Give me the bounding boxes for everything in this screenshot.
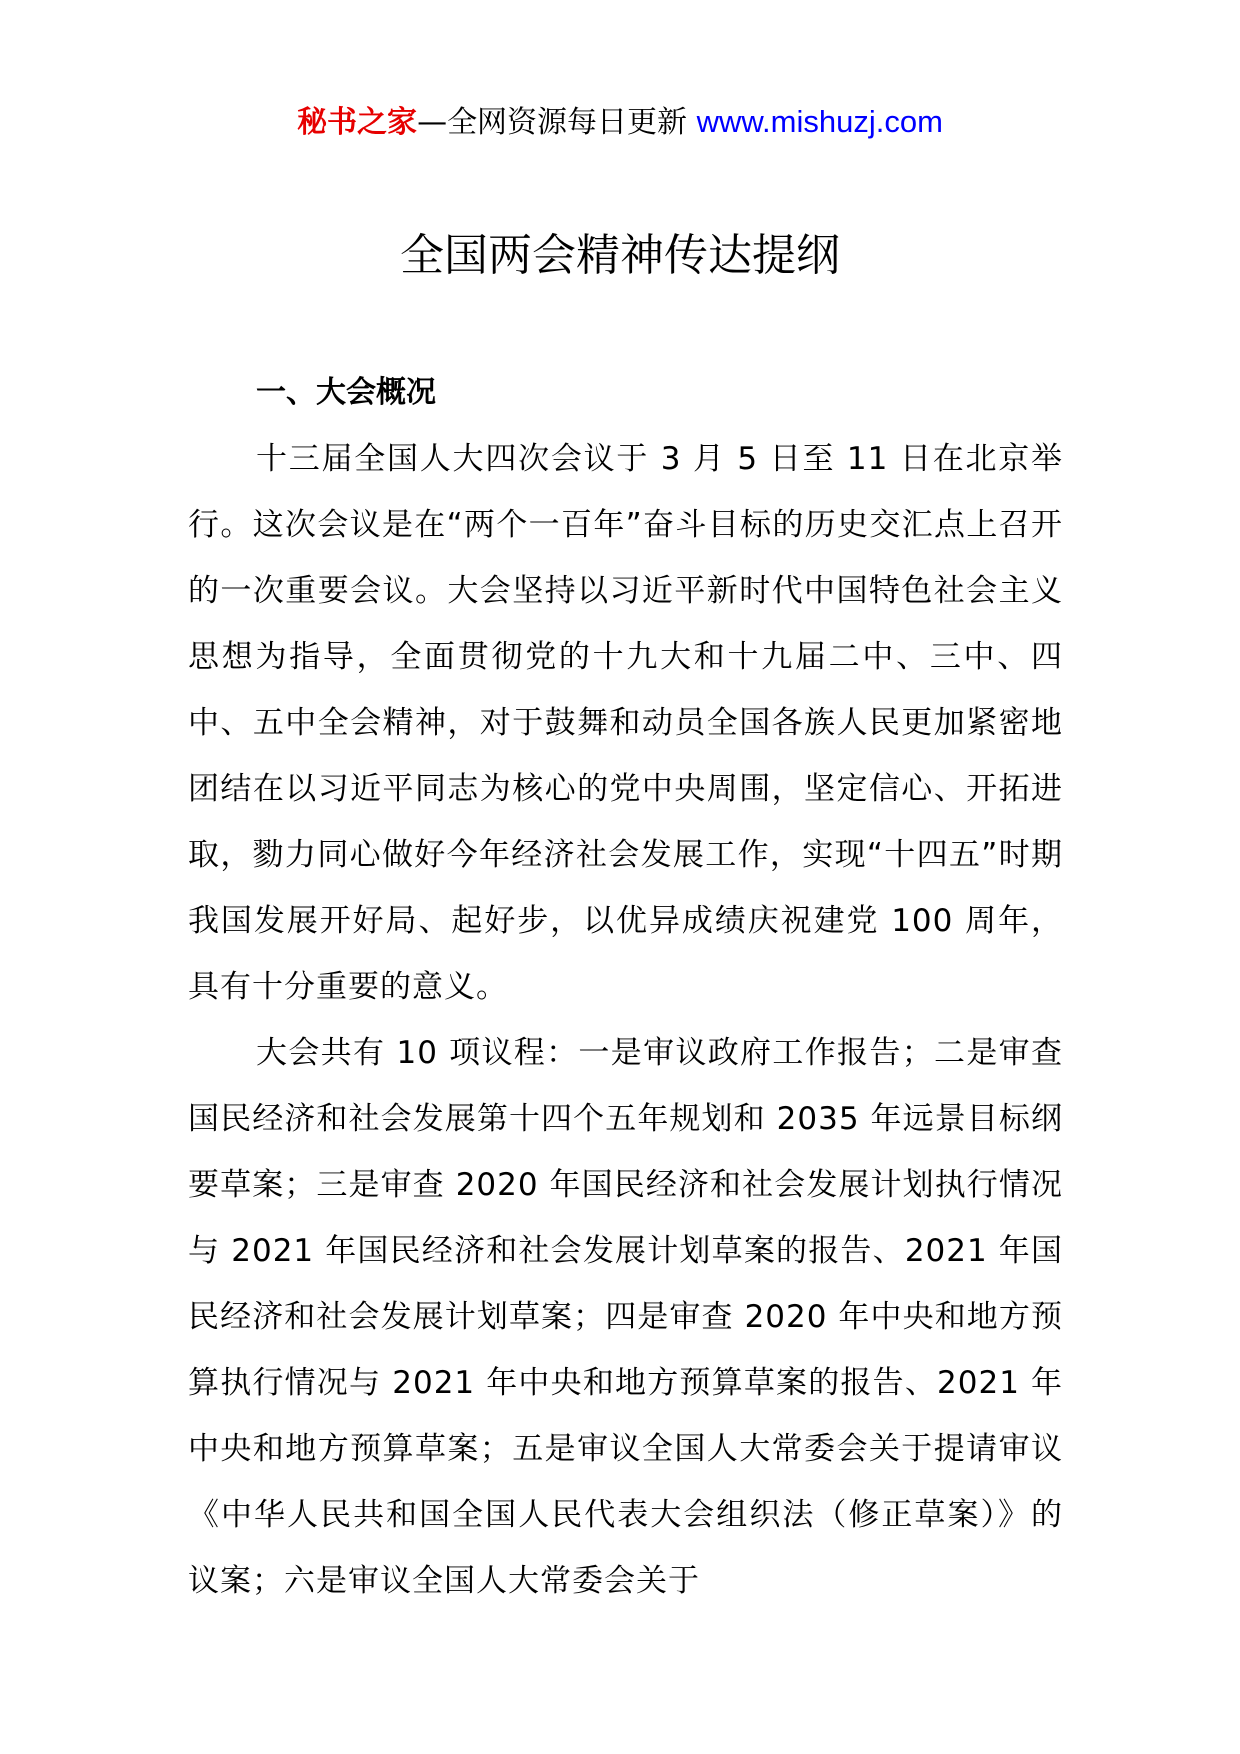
site-tagline: —全网资源每日更新 [417,105,688,140]
section-heading: 一、大会概况 [256,375,436,410]
site-url-link[interactable]: www.mishuzj.com [696,104,943,139]
brand-name[interactable]: 秘书之家 [297,105,418,140]
paragraph-overview: 十三届全国人大四次会议于 3 月 5 日至 11 日在北京举行。这次会议是在“两个一百年”奋斗目标的历史交汇点上召开的一次重要会议。大会坚持以习近平新时代中国特色社会主义思想为指导，全面贯彻党的十九大和十九届二中、三中、四中、五中全会精神，对于鼓舞和动员全国各族人民更加紧密地团结在以习近平同志为核心的党中央周围，坚定信心、开拓进取，勠力同心做好今年经济社会发展工作，实现“十四五”时期我国发展开好局、起好步，以优异成绩庆祝建党 100 周年，具有十分重要的意义。 [188,441,1063,1005]
paragraph-agenda: 大会共有 10 项议程：一是审议政府工作报告；二是审查国民经济和社会发展第十四个五年规划和 2035 年远景目标纲要草案；三是审查 2020 年国民经济和社会发展计划执行情况与 2021 年国民经济和社会发展计划草案的报告、2021 年国民经济和社会发展计划草案；四是审查 2020 年中央和地方预算执行情况与 2021 年中央和地方预算草案的报告、2021 年中央和地方预算草案；五是审议全国人大常委会关于提请审议《中华人民共和国全国人民代表大会组织法（修正草案）》的议案；六是审议全国人大常委会关于 [188,1035,1063,1599]
site-header [0,100,1240,145]
document-title: 全国两会精神传达提纲 [400,230,840,281]
document-body [188,360,1063,1614]
